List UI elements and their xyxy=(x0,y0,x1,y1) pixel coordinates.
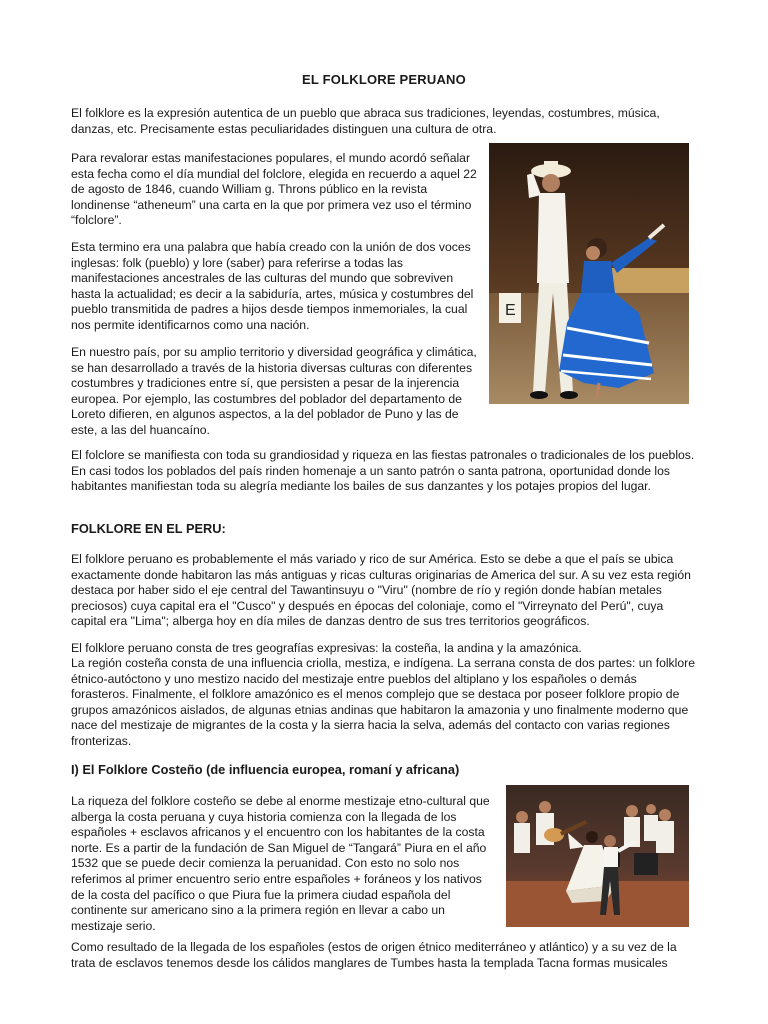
paragraph-folclore-day: Para revalorar estas manifestaciones populares, el mundo acordó señalar esta fecha como el día mundial del folclore, elegida en recuerdo a aquel 22 de agosto de 1846, cuando William g. Throns público en la revista londinense “atheneum” una carta en la que por primera vez uso el término “folclore”. xyxy=(71,151,477,228)
paragraph-fiestas: El folclore se manifiesta con toda su grandiosidad y riqueza en las fiestas patronales o tradicionales de los pueblos. En casi todos los poblados del país rinden homenaje a un santo patrón o santa patrona, oportunidad donde los habitantes manifiestan toda su alegría mediante los bailes de sus danzantes y los potajes propios del lugar. xyxy=(71,448,695,494)
costeno-dance-photo xyxy=(506,785,689,927)
paragraph-peru-folklore: El folklore peruano es probablemente el más variado y rico de sur América. Esto se debe a que el país se ubica exactamente donde habitaron las más antiguas y ricas culturas originarias de America del sur. A su vez esta región destaca por haber sido el eje central del Tawantinsuyu o "Viru" (nombre de río y región donde habían metales preciosos) cuya capital era el "Cusco" y después en épocas del coloniaje, como el "Virreynato del Perú", cuya capital era "Lima"; alberga hoy en día miles de danzas dentro de sus tres territorios geográficos. xyxy=(71,552,691,629)
paragraph-costeno-riqueza: La riqueza del folklore costeño se debe al enorme mestizaje etno-cultural que alberga la costa peruana y cuya historia comienza con la llegada de los españoles + esclavos africanos y el encuentro con los habitantes de la costa norte. Es a partir de la fundación de San Miguel de “Tangará” Piura en el año 1532 que se puede decir comienza la peruanidad. Con esto no solo nos referimos al primer encuentro serio entre españoles + foráneos y los nativos de la costa del pacífico o que Piura fue la primera ciudad española del continente sur americano sino a la primera región en llevar a cabo un mestizaje serio. xyxy=(71,794,490,933)
sign-letter: E xyxy=(505,302,516,319)
paragraph-folk-lore: Esta termino era una palabra que había creado con la unión de dos voces inglesas: folk (pueblo) y lore (saber) para referirse a todas las manifestaciones ancestrales de las culturas del mundo que sobreviven hasta la actualidad; es decir a la sabiduría, artes, música y costumbres del pueblo transmitida de padres a hijos desde tiempos inmemoriales, la cual nos permite identificarnos como una nación. xyxy=(71,240,474,332)
paragraph-three-geographies: El folklore peruano consta de tres geografías expresivas: la costeña, la andina y la amazónica. xyxy=(71,641,582,655)
paragraph-regions: La región costeña consta de una influencia criolla, mestiza, e indígena. La serrana consta de dos partes: un folklore étnico-autóctono y uno mestizo nacido del mestizaje entre pueblos del altiplano y los españoles o demás forasteros. Finalmente, el folklore amazónico es el menos complejo que se destaca por poseer folklore propio de grupos amazónicos aislados, de algunas etnias andinas que habitaron la amazonia y uno finalmente moderno que nace del mestizaje de migrantes de la costa y la sierra hacia la selva, además del contacto con varias regiones fronterizas. xyxy=(71,656,695,748)
paragraph-diversity: En nuestro país, por su amplio territorio y diversidad geográfica y climática, se han desarrollado a través de la historia diversas culturas con diferentes costumbres y tradiciones entre sí, que persisten a pesar de la injerencia europea. Por ejemplo, las costumbres del poblador del departamento de Loreto difieren, en algunos aspectos, a la del poblador de Puno y las de este, a las del huancaíno. xyxy=(71,345,477,437)
section-heading-folklore-peru: FOLKLORE EN EL PERU: xyxy=(71,521,226,536)
paragraph-intro: El folklore es la expresión autentica de un pueblo que abraca sus tradiciones, leyendas, costumbres, música, danzas, etc. Precisamente estas peculiaridades distinguen una cultura de otra. xyxy=(71,106,660,136)
marinera-dancers-photo xyxy=(489,143,689,404)
page-title: EL FOLKLORE PERUANO xyxy=(302,72,466,87)
paragraph-resultado: Como resultado de la llegada de los españoles (estos de origen étnico mediterráneo y atlántico) y a su vez de la trata de esclavos tenemos desde los cálidos manglares de Tumbes hasta la templada Tacna formas musicales xyxy=(71,940,677,970)
section-heading-costeno: I) El Folklore Costeño (de influencia europea, romaní y africana) xyxy=(71,762,460,777)
